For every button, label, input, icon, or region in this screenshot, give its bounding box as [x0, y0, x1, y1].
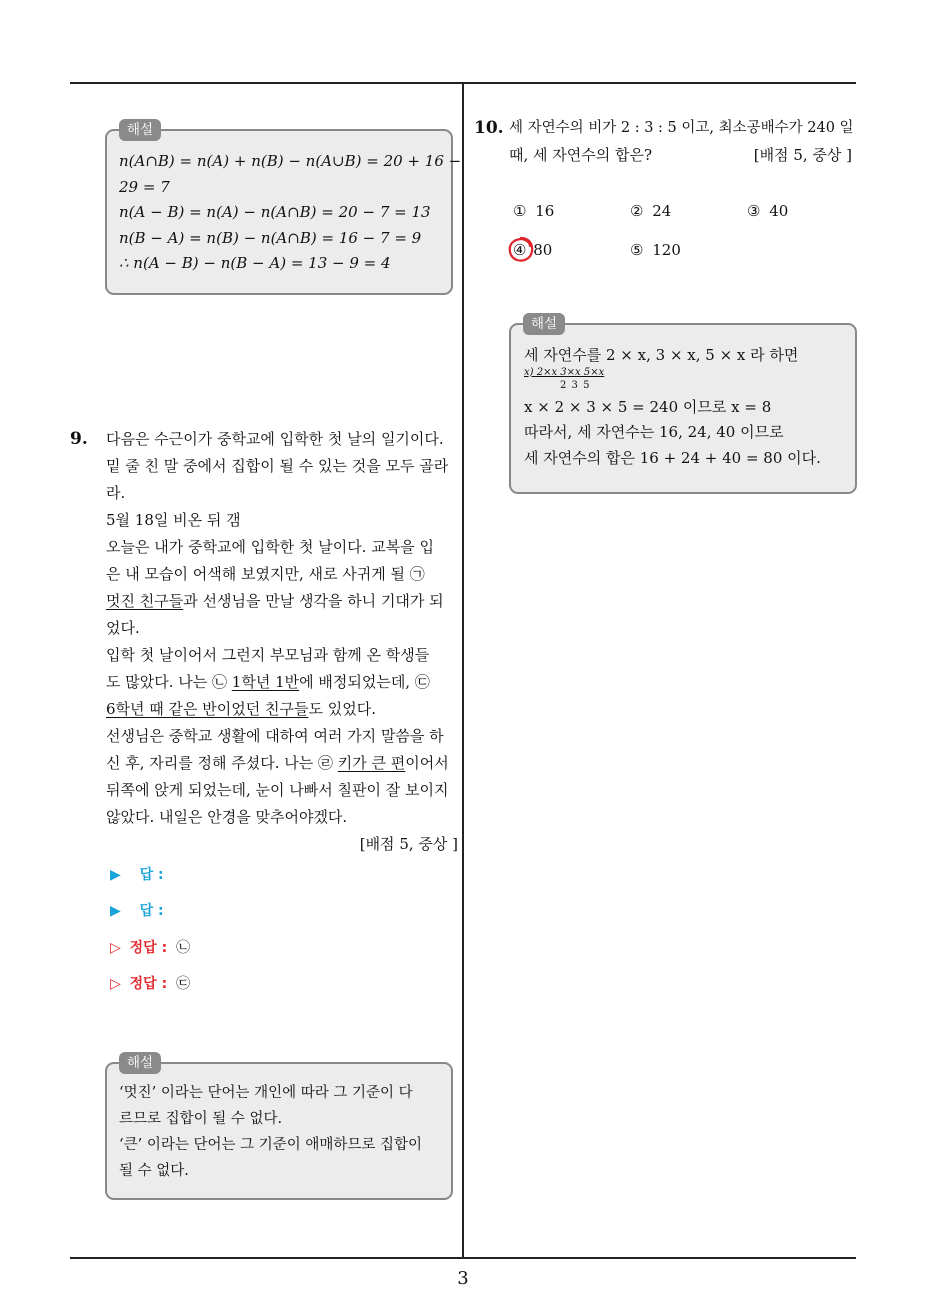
q10-score: [배점 5, 중상 ] [753, 146, 852, 164]
outline-triangle-icon: ▷ [110, 976, 121, 992]
q9-body [106, 426, 458, 858]
diary-line [106, 750, 458, 777]
choice-1[interactable] [513, 202, 554, 220]
diary-date: 5월 18일 비온 뒤 갬 [106, 511, 241, 529]
play-triangle-icon: ▶ [110, 867, 121, 883]
diary-line [106, 696, 458, 723]
choice-mark: ④ [513, 241, 527, 259]
choice-mark: ③ [747, 202, 761, 220]
choice-mark: ① [513, 202, 527, 220]
underlined-term-1: 멋진 친구들 [106, 592, 184, 610]
correct-answer-label: 정답 : [129, 940, 168, 956]
choice-value: 120 [652, 241, 681, 259]
q9-solution-box [105, 1055, 453, 1200]
diary-line [106, 588, 458, 615]
choice-value: 16 [535, 202, 555, 220]
correct-answer-value: ㉢ [176, 976, 191, 992]
diary-line: 었다. [106, 619, 140, 637]
underlined-term-3: 6학년 때 같은 반이었던 친구들 [106, 700, 309, 718]
solution-line: n(A − B) = n(A) − n(A∩B) = 20 − 7 = 13 [119, 203, 431, 221]
underlined-term-2: 1학년 1반 [231, 673, 300, 691]
answer-label: 답 : [139, 867, 164, 883]
solution-line: x × 2 × 3 × 5 = 240 이므로 x = 8 [524, 397, 772, 416]
diary-line: 않았다. 내일은 안경을 맞추어야겠다. [106, 808, 348, 826]
bottom-rule [70, 1257, 856, 1259]
answer-label: 답 : [139, 903, 164, 919]
diary-line: 뒤쪽에 앉게 되었는데, 눈이 나빠서 칠판이 잘 보이지 [106, 781, 449, 799]
choice-3[interactable] [747, 202, 788, 220]
solution-line: ∴ n(A − B) − n(B − A) = 13 − 9 = 4 [119, 254, 391, 272]
q10-solution-box [509, 316, 857, 494]
division-top: x) 2×x 3×x 5×x [524, 366, 605, 378]
solution-line: n(B − A) = n(B) − n(A∩B) = 16 − 7 = 9 [119, 228, 422, 247]
diary-text: 이어서 [405, 754, 449, 772]
division-bottom: 2 3 5 [560, 379, 590, 391]
outline-triangle-icon: ▷ [110, 940, 121, 956]
answer-mark-circle-icon [506, 235, 536, 265]
q10-prompt-line: 세 자연수의 비가 2 : 3 : 5 이고, 최소공배수가 240 일 [509, 120, 854, 136]
q9-prompt-line: 다음은 수근이가 중학교에 입학한 첫 날의 일기이다. [106, 430, 444, 448]
solution-tag: 해설 [119, 119, 161, 141]
choice-2[interactable] [630, 202, 671, 220]
solution-line: 될 수 없다. [119, 1163, 189, 1179]
q9-score: [배점 5, 중상 ] [359, 835, 458, 853]
solution-line: ‘큰’ 이라는 단어는 그 기준이 애매하므로 집합이 [119, 1137, 423, 1153]
q9-prompt-line: 라. [106, 484, 126, 502]
choice-value: 40 [769, 202, 789, 220]
answer-row [110, 864, 164, 884]
solution-line: 세 자연수를 2 × x, 3 × x, 5 × x 라 하면 [524, 346, 799, 364]
correct-answer-label: 정답 : [129, 976, 168, 992]
q8-solution-box [105, 122, 462, 295]
solution-line: n(A∩B) = n(A) + n(B) − n(A∪B) = 20 + 16 − [119, 152, 462, 170]
correct-answer-row [110, 937, 190, 957]
division-ladder [524, 366, 845, 392]
play-triangle-icon: ▶ [110, 903, 121, 919]
choice-value: 24 [652, 202, 672, 220]
diary-line: 선생님은 중학교 생활에 대하여 여러 가지 말씀을 하 [106, 727, 444, 745]
underlined-term-4: 키가 큰 편 [337, 754, 406, 772]
answer-row [110, 900, 164, 920]
page-number: 3 [457, 1268, 469, 1289]
diary-line: 입학 첫 날이어서 그런지 부모님과 함께 온 학생들 [106, 646, 430, 664]
solution-tag: 해설 [523, 313, 565, 335]
solution-line: ‘멋진’ 이라는 단어는 개인에 따라 그 기준이 다 [119, 1085, 413, 1101]
diary-text: 신 후, 자리를 정해 주셨다. 나는 ㉣ [106, 754, 338, 772]
q10-prompt-line: 때, 세 자연수의 합은? [509, 146, 653, 164]
solution-tag: 해설 [119, 1052, 161, 1074]
diary-text: 과 선생님을 만날 생각을 하니 기대가 되 [183, 592, 444, 610]
q10-number: 10. [474, 118, 504, 138]
diary-line: 오늘은 내가 중학교에 입학한 첫 날이다. 교복을 입 [106, 538, 434, 556]
diary-line [106, 669, 458, 696]
solution-line: 세 자연수의 합은 16 + 24 + 40 = 80 이다. [524, 448, 821, 467]
choice-value: 80 [533, 241, 553, 259]
column-divider [462, 84, 464, 1258]
choice-5[interactable] [630, 241, 681, 259]
diary-text: 도 있었다. [308, 700, 376, 718]
solution-line: 29 = 7 [119, 177, 170, 196]
correct-answer-row [110, 973, 190, 993]
diary-text: 도 많았다. 나는 ㉡ [106, 673, 232, 691]
diary-line: 은 내 모습이 어색해 보였지만, 새로 사귀게 될 ㉠ [106, 565, 425, 583]
correct-answer-value: ㉡ [176, 940, 191, 956]
diary-text: 에 배정되었는데, ㉢ [299, 673, 430, 691]
choice-mark: ② [630, 202, 644, 220]
choice-mark: ⑤ [630, 241, 644, 259]
q9-prompt-line: 밑 줄 친 말 중에서 집합이 될 수 있는 것을 모두 골라 [106, 457, 449, 475]
q9-number: 9. [70, 429, 88, 449]
solution-line: 르므로 집합이 될 수 없다. [119, 1111, 283, 1127]
solution-line: 따라서, 세 자연수는 16, 24, 40 이므로 [524, 423, 784, 441]
